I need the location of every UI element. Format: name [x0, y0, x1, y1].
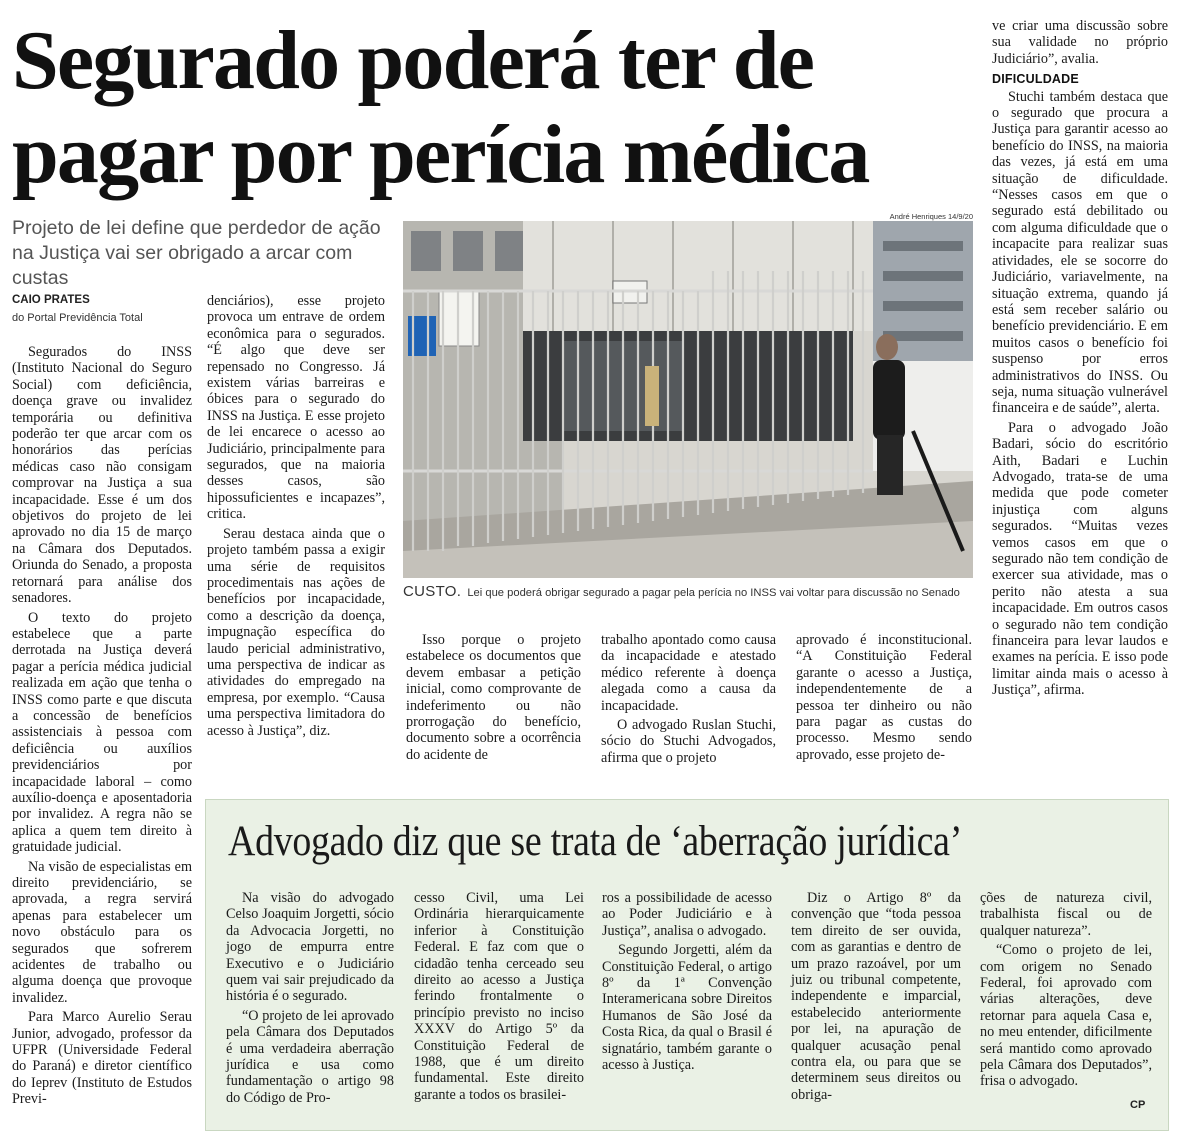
- paragraph: Para o advogado João Badari, sócio do escritório Aith, Badari e Luchin Advogado, trata-se de uma medida que pode cometer injustiça com alguns segurados. “Muitas vezes vemos casos em que o segurado não tem condição de exercer sua atividade, mas o perito não atesta a sua incapacidade. Em outros casos o segurado não tem condição financeira para levar laudos e exames na perícia. E isso pode limitar ainda mais o acesso à Justiça”, afirma.: [992, 419, 1168, 699]
- box-column-3: [602, 890, 772, 1073]
- inss-gate-photo: [403, 221, 973, 578]
- article-column-2: [207, 293, 385, 739]
- headline-line-2: pagar por perícia médica: [12, 108, 869, 201]
- paragraph: Para Marco Aurelio Serau Junior, advogado, professor da UFPR (Universidade Federal do Paraná) e diretor científico do Ieprev (Instituto de Estudos Previ-: [12, 1009, 192, 1108]
- paragraph: Segundo Jorgetti, além da Constituição Federal, o artigo 8º da 1ª Convenção Interamericana sobre Direitos Humanos de São José da Costa Rica, da qual o Brasil é signatário, também garante o acesso à Justiça.: [602, 942, 772, 1074]
- article-column-1: [12, 344, 192, 1108]
- paragraph: ve criar uma discussão sobre sua validade no próprio Judiciário”, avalia.: [992, 18, 1168, 67]
- paragraph: cesso Civil, uma Lei Ordinária hierarquicamente inferior à Constituição Federal. E faz com que o cidadão tenha cerceado seu direito ao acesso a Justiça ferindo frontalmente o princípio previsto no inciso XXXV do Artigo 5º da Constituição Federal de 1988, que é um direito fundamental. Este direito garante a todos os brasilei-: [414, 890, 584, 1103]
- paragraph: Segurados do INSS (Instituto Nacional do Seguro Social) com deficiência, doença grave ou invalidez temporária ou definitiva poderão ter que arcar com os honorários das perícias médicas caso não consigam comprovar na Justiça a sua incapacidade. Esse é um dos objetivos do projeto de lei aprovado no dia 15 de março na Câmara dos Deputados. Oriunda do Senado, a proposta retornará para análise dos senadores.: [12, 344, 192, 607]
- paragraph: aprovado é inconstitucional. “A Constituição Federal garante o acesso a Justiça, independentemente de a pessoa ter dinheiro ou não para pagar as custas do processo. Mesmo sendo aprovado, esse projeto de-: [796, 632, 972, 763]
- paragraph: Isso porque o projeto estabelece os documentos que devem embasar a petição inicial, como comprovante de indeferimento ou não prorrogação do benefício, documento sobre a ocorrência do acidente de: [406, 632, 581, 763]
- box-column-5: [980, 890, 1152, 1090]
- box-column-1: [226, 890, 394, 1106]
- paragraph: O advogado Ruslan Stuchi, sócio do Stuchi Advogados, afirma que o projeto: [601, 717, 776, 766]
- author-signature: CP: [1130, 1099, 1146, 1111]
- photo-caption: [403, 583, 975, 600]
- paragraph: ros a possibilidade de acesso ao Poder Judiciário e à Justiça”, analisa o advogado.: [602, 890, 772, 939]
- headline: [12, 14, 972, 202]
- subheadline: Projeto de lei define que perdedor de ação na Justiça vai ser obrigado a arcar com custas: [12, 217, 381, 289]
- article-column-6: [992, 18, 1168, 699]
- paragraph: “Como o projeto de lei, com origem no Senado Federal, foi aprovado com várias alterações, deve retornar para aquela Casa e, no meu entender, dificilmente será mantido como aprovado pela Câmara dos Deputados”, frisa o advogado.: [980, 942, 1152, 1090]
- photo-credit: André Henriques 14/9/20: [889, 212, 973, 221]
- news-photo: [403, 221, 973, 578]
- paragraph: Stuchi também destaca que o segurado que procura a Justiça para garantir acesso ao benefício do INSS, na maioria das vezes, já está em uma situação de dificuldade. “Nesses casos em que o segurado está debilitado ou com alguma dificuldade que o incapacite para realizar suas atividades, ele se socorre do Judiciário, variavelmente, na situação extrema, quando já está sem receber salário ou benefício previdenciário. E em muitos casos o benefício foi suspenso por erros administrativos do INSS. Ou seja, numa situação vulnerável financeira e de saúde”, alerta.: [992, 88, 1168, 417]
- paragraph: Diz o Artigo 8º da convenção que “toda pessoa tem direito de ser ouvida, com as garantias e dentro de um prazo razoável, por um juiz ou tribunal competente, independente e imparcial, estabelecido anteriormente por lei, na apuração de qualquer acusação penal contra ela, ou para que se determinem seus direitos ou obriga-: [791, 890, 961, 1103]
- caption-text: Lei que poderá obrigar segurado a pagar pela perícia no INSS vai voltar para discussão no Senado: [467, 587, 960, 599]
- paragraph: trabalho apontado como causa da incapacidade e atestado médico referente à doença alegada como a causa da incapacidade.: [601, 632, 776, 714]
- paragraph: “O projeto de lei aprovado pela Câmara dos Deputados é uma verdadeira aberração jurídica e usa como fundamentação o artigo 98 do Código de Pro-: [226, 1007, 394, 1106]
- paragraph: Na visão de especialistas em direito previdenciário, se aprovada, a regra servirá apenas para estabelecer um novo obstáculo para os segurados que sofrerem acidentes de trabalho ou alguma doença que provoque invalidez.: [12, 858, 192, 1006]
- paragraph: Na visão do advogado Celso Joaquim Jorgetti, sócio da Advocacia Jorgetti, no jogo de empurra entre Executivo e o Judiciário quem vai sair prejudicado da história é o segurado.: [226, 890, 394, 1005]
- caption-label: CUSTO.: [403, 583, 462, 600]
- headline-line-1: Segurado poderá ter de: [12, 14, 814, 107]
- author-name: CAIO PRATES: [12, 294, 90, 306]
- paragraph: ções de natureza civil, trabalhista fiscal ou de qualquer natureza”.: [980, 890, 1152, 939]
- paragraph: O texto do projeto estabelece que a parte derrotada na Justiça deverá pagar a perícia médica judicial realizada em ação que tenha o INSS como parte e que discuta a concessão de benefícios assistenciais à pessoa com deficiência ou auxílios previdenciários por incapacidade laboral – como auxílio-doença e aposentadoria por invalidez. A regra não se aplica a quem tem direito à gratuidade judicial.: [12, 609, 192, 856]
- section-heading: DIFICULDADE: [992, 72, 1079, 87]
- paragraph: denciários), esse projeto provoca um entrave de ordem econômica para o segurados. “É algo que deve ser repensado no Congresso. Já existem várias barreiras e óbices para o segurado do INSS na Justiça. E esse projeto de lei encarece o acesso ao Judiciário, principalmente para segurados, que na maioria desses casos, são hipossuficientes e incapazes”, critica.: [207, 293, 385, 523]
- article-column-4: [601, 632, 776, 766]
- paragraph: Serau destaca ainda que o projeto também passa a exigir uma série de requisitos procedimentais nas ações de benefícios por incapacidade, como a descrição da doença, impugnação específica do laudo pericial administrativo, uma perspectiva de indicar as atividades do empregado na empresa, por exemplo. “Causa uma perspectiva limitadora do acesso à Justiça”, diz.: [207, 525, 385, 739]
- box-column-2: [414, 890, 584, 1103]
- article-column-3: [406, 632, 581, 763]
- box-column-4: [791, 890, 961, 1103]
- author-organization: do Portal Previdência Total: [12, 312, 143, 324]
- article-column-5: [796, 632, 972, 763]
- box-headline: Advogado diz que se trata de ‘aberração jurídica’: [228, 818, 963, 865]
